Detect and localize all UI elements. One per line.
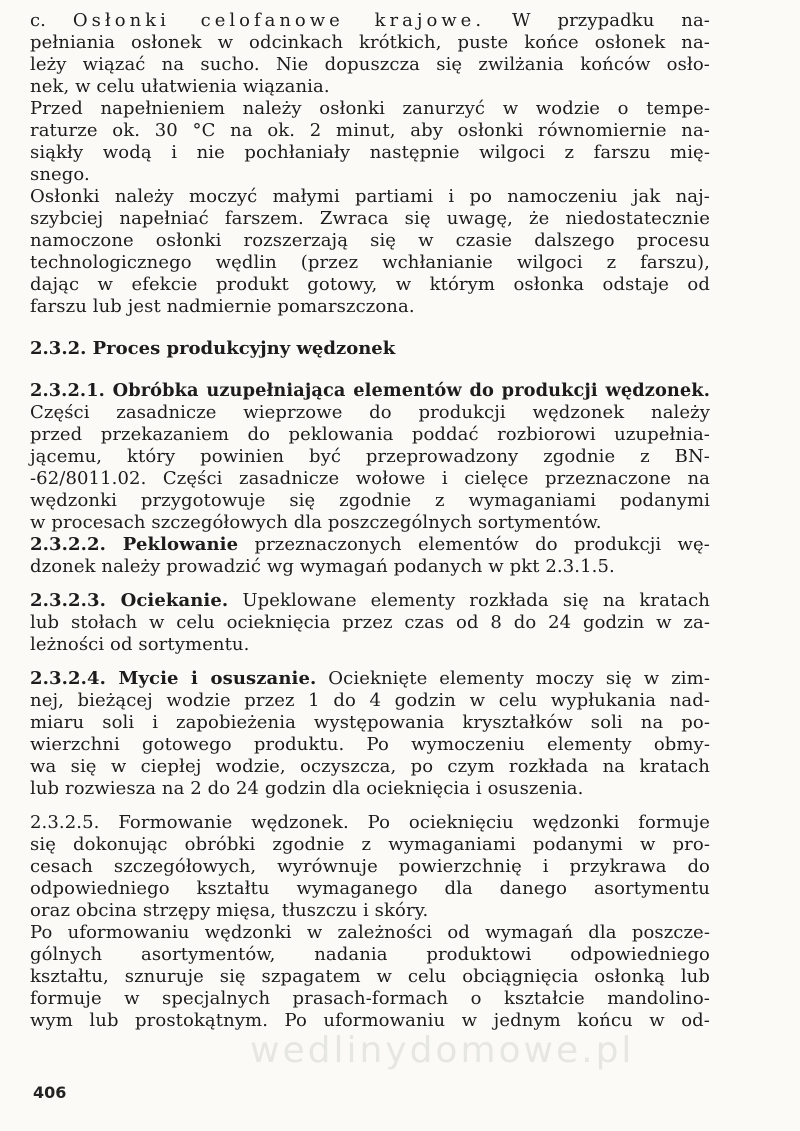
section-2-3-2-4	[30, 668, 710, 800]
text-line: wędzonki przygotowuje się zgodnie z wymaganiami podanymi	[30, 490, 710, 511]
text-line	[30, 534, 710, 556]
text-line: snego.	[30, 164, 90, 185]
text-line: farszu lub jest nadmiernie pomarszczona.	[30, 296, 415, 317]
section-2-3-2-5	[30, 812, 710, 922]
text-fragment: Po ocieknięciu wędzonki formuje	[348, 812, 710, 833]
text-line: dając w efekcie produkt gotowy, w którym osłonka odstaje od	[30, 274, 710, 295]
text-line: odpowiedniego kształtu wymaganego dla danego asortymentu	[30, 878, 710, 899]
text-line: nej, bieżącej wodzie przez 1 do 4 godzin w celu wypłukania nad-	[30, 690, 710, 711]
text-line: leżności od sortymentu.	[30, 634, 250, 655]
text-line	[30, 668, 710, 690]
text-line: lub stołach w celu ocieknięcia przez czas od 8 do 24 godzin w za-	[30, 612, 710, 633]
text-line: wa się w ciepłej wodzie, oczyszcza, po czym rozkłada na kratach	[30, 756, 710, 777]
text-line: Przed napełnieniem należy osłonki zanurzyć w wodzie o tempe-	[30, 98, 710, 119]
text-line: raturze ok. 30 °C na ok. 2 minut, aby osłonki równomiernie na-	[30, 120, 710, 141]
text-line: gólnych asortymentów, nadania produktowi odpowiedniego	[30, 944, 710, 965]
text-line: kształtu, sznuruje się szpagatem w celu obciągnięcia osłonką lub	[30, 966, 710, 987]
text-fragment: W przypadku na-	[485, 10, 710, 31]
section-2-3-2-3	[30, 590, 710, 656]
text-line	[30, 10, 710, 32]
spacer	[30, 578, 710, 590]
text-line: lub rozwiesza na 2 do 24 godzin dla ocieknięcia i osuszenia.	[30, 778, 584, 799]
text-line: miaru soli i zapobieżenia występowania kryształków soli na po-	[30, 712, 710, 733]
section-2-3-2-2	[30, 534, 710, 578]
text-fragment: Ocieknięte elementy moczy się w zim-	[316, 668, 710, 689]
text-line: wierzchni gotowego produktu. Po wymoczeniu elementy obmy-	[30, 734, 710, 755]
text-line: oraz obcina strzępy mięsa, tłuszczu i skóry.	[30, 900, 429, 921]
text-line: Części zasadnicze wieprzowe do produkcji wędzonek należy	[30, 402, 710, 423]
section-heading-2-3-2: 2.3.2. Proces produkcyjny wędzonek	[30, 338, 396, 359]
text-line: wym lub prostokątnym. Po uformowaniu w jednym końcu w od-	[30, 1010, 710, 1031]
text-line: namoczone osłonki rozszerzają się w czasie dalszego procesu	[30, 230, 710, 251]
text-fragment: przeznaczonych	[238, 534, 402, 555]
paragraph-batches	[30, 186, 710, 318]
document-page	[30, 10, 710, 1032]
watermark: wedlinydomowe.pl	[250, 1030, 635, 1071]
subsection-heading: 2.3.2.4. Mycie i osuszanie.	[30, 668, 317, 689]
item-title: Osłonki celofanowe krajowe.	[72, 10, 486, 31]
text-line: jącemu, który powinien być przeprowadzony zgodnie z BN-	[30, 446, 710, 467]
text-line: dzonek należy prowadzić wg wymagań podanych w pkt 2.3.1.5.	[30, 556, 615, 577]
section-2-3-2-1	[30, 380, 710, 534]
text-line: pełniania osłonek w odcinkach krótkich, puste końce osłonek na-	[30, 32, 710, 53]
paragraph-after-forming	[30, 922, 710, 1032]
text-fragment: elementów do produkcji wę-	[401, 534, 710, 555]
text-line: technologicznego wędlin (przez wchłanianie wilgoci z farszu),	[30, 252, 710, 273]
subsection-heading: 2.3.2.5. Formowanie wędzonek.	[30, 812, 349, 833]
text-line: się dokonując obróbki zgodnie z wymaganiami podanymi w pro-	[30, 834, 710, 855]
text-line: formuje w specjalnych prasach-formach o kształcie mandolino-	[30, 988, 710, 1009]
paragraph-celophane-casings	[30, 10, 710, 98]
text-line: Po uformowaniu wędzonki w zależności od wymagań dla poszcze-	[30, 922, 710, 943]
text-line: w procesach szczegółowych dla poszczególnych sortymentów.	[30, 512, 602, 533]
text-line: przed przekazaniem do peklowania poddać rozbiorowi uzupełnia-	[30, 424, 710, 445]
text-line: nek, w celu ułatwienia wiązania.	[30, 76, 330, 97]
list-label: c.	[30, 10, 73, 31]
spacer	[30, 360, 710, 380]
text-line: szybciej napełniać farszem. Zwraca się uwagę, że niedostatecznie	[30, 208, 710, 229]
text-line: leży wiązać na sucho. Nie dopuszcza się zwilżania końców osło-	[30, 54, 710, 75]
spacer	[30, 318, 710, 338]
text-line: Osłonki należy moczyć małymi partiami i po namoczeniu jak naj-	[30, 186, 710, 207]
subsection-heading: 2.3.2.1. Obróbka uzupełniająca elementów do produkcji wędzonek.	[30, 380, 710, 401]
text-fragment: Upeklowane elementy rozkłada się na kratach	[228, 590, 710, 611]
text-line	[30, 590, 710, 612]
spacer	[30, 800, 710, 812]
text-line: cesach szczegółowych, wyrównuje powierzchnię i przykrawa do	[30, 856, 710, 877]
subsection-heading: 2.3.2.2. Peklowanie	[30, 534, 239, 555]
subsection-heading: 2.3.2.3. Ociekanie.	[30, 590, 229, 611]
page-number: 406	[33, 1083, 67, 1102]
text-line: -62/8011.02. Części zasadnicze wołowe i cielęce przeznaczone na	[30, 468, 710, 489]
text-line	[30, 812, 710, 834]
spacer	[30, 656, 710, 668]
text-line: siąkły wodą i nie pochłaniały następnie wilgoci z farszu mię-	[30, 142, 710, 163]
paragraph-soaking	[30, 98, 710, 186]
